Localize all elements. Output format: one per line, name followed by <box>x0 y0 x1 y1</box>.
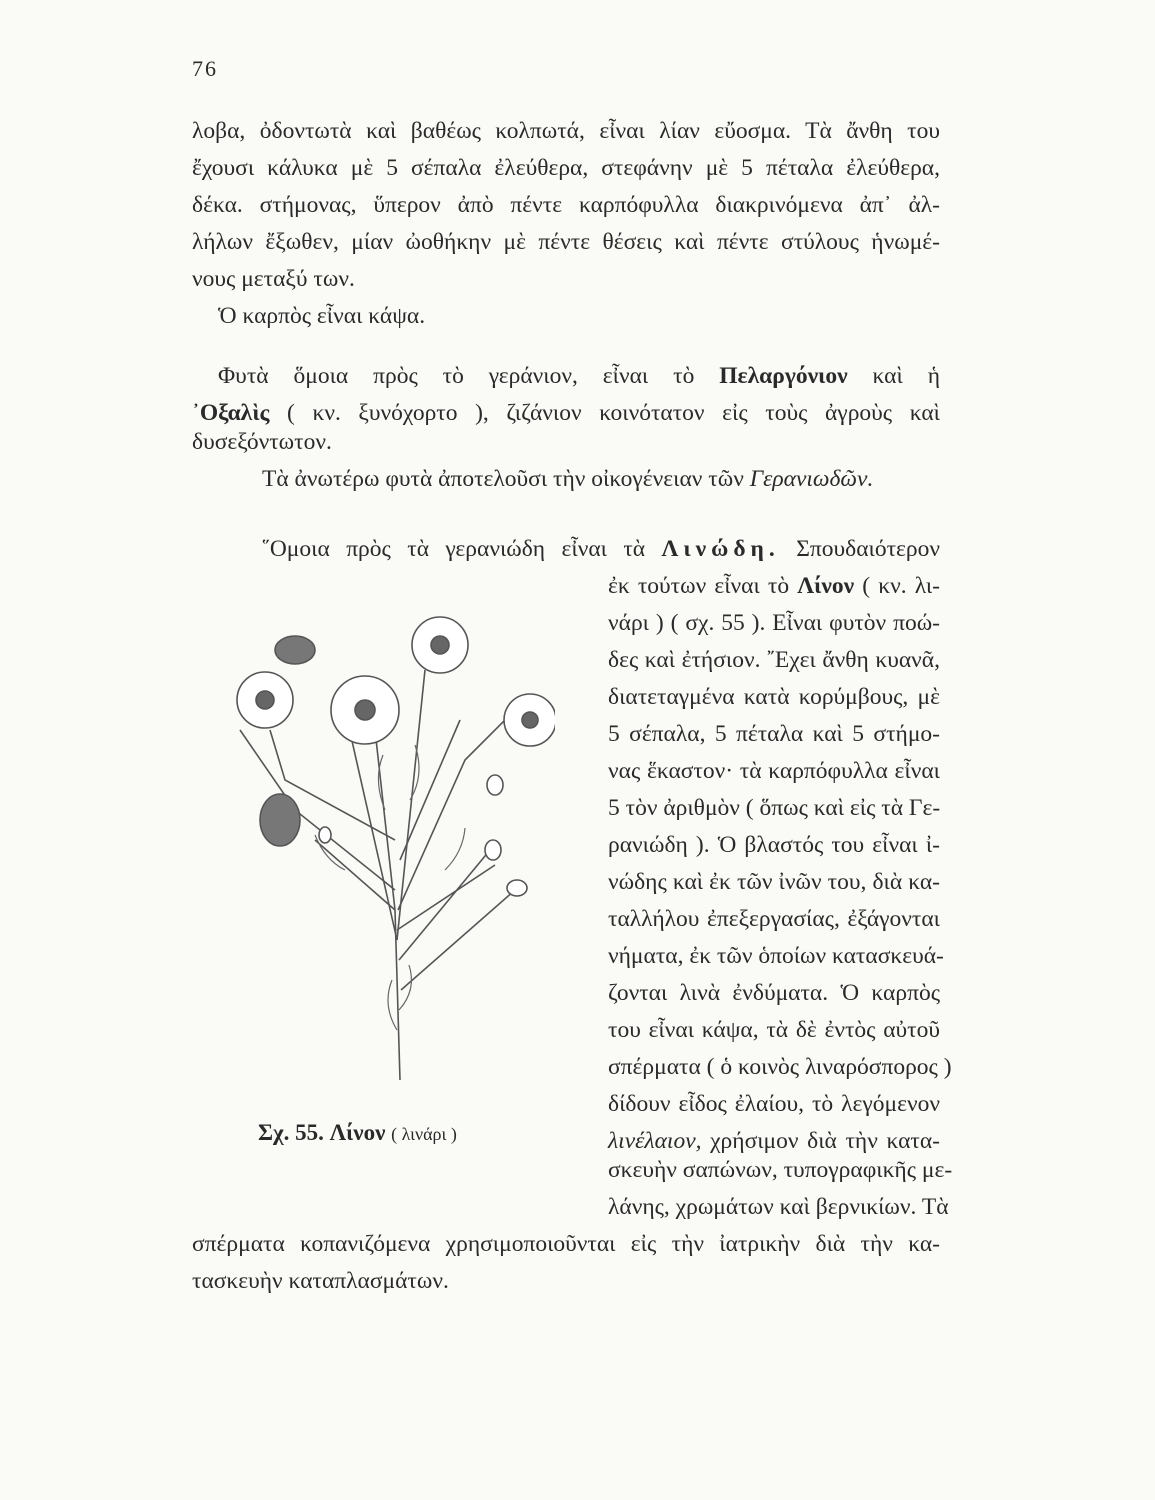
text-segment: σπέρματα ( ὁ κοινὸς λιναρόσπορος ) <box>608 1054 952 1080</box>
text-segment: 5 σέπαλα, 5 πέταλα καὶ 5 στήμο- <box>608 721 940 747</box>
text-segment: σκευὴν σαπώνων, τυπογραφικῆς με- <box>608 1157 953 1183</box>
text-line <box>192 534 940 564</box>
text-line <box>192 398 940 428</box>
text-segment: Φυτὰ ὅμοια πρὸς τὸ γεράνιον, εἶναι τὸ <box>218 363 720 389</box>
text-segment: διατεταγμένα κατὰ κορύμβους, μὲ <box>608 684 940 710</box>
text-line <box>608 941 944 971</box>
text-line <box>608 1089 940 1119</box>
text-segment: ῞Ομοια πρὸς τὰ γερανιώδη εἶναι τὰ <box>262 536 662 562</box>
text-line <box>608 867 940 897</box>
text-line <box>192 1229 940 1259</box>
text-segment: ἔχουσι κάλυκα μὲ 5 σέπαλα ἐλεύθερα, στεφάνην μὲ 5 πέταλα ἐλεύθερα, <box>192 155 940 181</box>
text-line <box>608 904 940 934</box>
text-line <box>608 1155 953 1185</box>
italic-term: λινέλαιον, <box>608 1128 702 1154</box>
text-line <box>608 1015 940 1045</box>
text-line <box>608 645 940 675</box>
text-segment: δίδουν εἶδος ἐλαίου, τὸ λεγόμενον <box>608 1091 940 1117</box>
text-segment: λάνης, χρωμάτων καὶ βερνικίων. Τὰ <box>608 1194 949 1220</box>
bold-term: Λίνον <box>797 573 855 599</box>
text-segment: ἐκ τούτων εἶναι τὸ <box>608 573 798 599</box>
text-segment: νώδης καὶ ἐκ τῶν ἰνῶν του, διὰ κα- <box>608 869 940 895</box>
text-segment: δέκα. στήμονας, ὕπερον ἀπὸ πέντε καρπόφυλλα διακρινόμενα ἀπ᾽ ἀλ- <box>192 192 940 218</box>
bold-term: ᾽Οξαλὶς <box>192 400 270 426</box>
figure-name: Λίνον <box>329 1120 386 1145</box>
text-line <box>192 264 940 294</box>
figure-label: Σχ. 55. <box>258 1120 324 1145</box>
text-line <box>192 116 940 146</box>
text-line <box>192 361 940 391</box>
text-segment: σπέρματα κοπανιζόμενα χρησιμοποιοῦνται εἰς τὴν ἰατρικὴν διὰ τὴν κα- <box>192 1231 940 1257</box>
text-segment: δες καὶ ἐτήσιον. ῎Εχει ἄνθη κυανᾶ, <box>608 647 940 673</box>
text-segment: νας ἕκαστον· τὰ καρπόφυλλα εἶναι <box>608 758 940 784</box>
text-line <box>192 301 940 331</box>
text-segment: Σπουδαιότερον <box>779 536 940 562</box>
text-segment: καὶ ἡ <box>847 363 940 389</box>
text-segment: δυσεξόντωτον. <box>192 429 332 455</box>
text-segment: λήλων ἔξωθεν, μίαν ὠοθήκην μὲ πέντε θέσεις καὶ πέντε στύλους ἡνωμέ- <box>192 229 940 255</box>
italic-term: Γερανιωδῶν. <box>749 466 874 492</box>
text-segment: τασκευὴν καταπλασμάτων. <box>192 1268 449 1294</box>
text-line <box>608 719 940 749</box>
text-segment: χρήσιμον διὰ τὴν κατα- <box>701 1128 940 1154</box>
text-line <box>608 1126 940 1156</box>
text-line <box>608 830 940 860</box>
text-line <box>608 608 940 638</box>
text-segment: ( κν. ξυνόχορτο ), ζιζάνιον κοινότατον εἰς τοὺς ἀγροὺς καὶ <box>269 400 940 426</box>
figure-caption <box>258 1120 457 1146</box>
text-segment: νήματα, ἐκ τῶν ὁποίων κατασκευά- <box>608 943 944 969</box>
text-line <box>608 978 940 1008</box>
text-segment: λοβα, ὀδοντωτὰ καὶ βαθέως κολπωτά, εἶναι λίαν εὔοσμα. Τὰ ἄνθη του <box>192 118 940 144</box>
bold-term: Πελαργόνιον <box>719 363 848 389</box>
text-segment: Τὰ ἀνωτέρω φυτὰ ἀποτελοῦσι τὴν οἰκογένειαν τῶν <box>262 466 750 492</box>
figure-common-name: ( λινάρι ) <box>391 1124 457 1144</box>
text-line <box>608 682 940 712</box>
flax-plant-illustration <box>225 610 555 1090</box>
text-line <box>192 227 940 257</box>
text-segment: ρανιώδη ). Ὁ βλαστός του εἶναι ἰ- <box>608 832 940 858</box>
text-segment: ( κν. λι- <box>854 573 940 599</box>
text-line <box>192 190 940 220</box>
text-line <box>192 464 940 494</box>
text-line <box>608 793 940 823</box>
text-line <box>608 571 940 601</box>
text-line <box>192 153 940 183</box>
text-segment: νους μεταξύ των. <box>192 266 355 292</box>
text-segment: 5 τὸν ἀριθμὸν ( ὅπως καὶ εἰς τὰ Γε- <box>608 795 941 821</box>
text-line <box>608 1052 952 1082</box>
text-line <box>608 1192 949 1222</box>
text-segment: ζονται λινὰ ἐνδύματα. Ὁ καρπὸς <box>608 980 940 1006</box>
text-segment: νάρι ) ( σχ. 55 ). Εἶναι φυτὸν ποώ- <box>608 610 940 636</box>
text-segment: Ὁ καρπὸς εἶναι κάψα. <box>218 303 426 329</box>
text-segment: του εἶναι κάψα, τὰ δὲ ἐντὸς αὐτοῦ <box>608 1017 940 1043</box>
text-line <box>192 427 940 457</box>
text-line <box>192 1266 940 1296</box>
text-line <box>608 756 940 786</box>
text-segment: ταλλήλου ἐπεξεργασίας, ἐξάγονται <box>608 906 940 932</box>
page-number: 76 <box>192 56 218 81</box>
bold-term: Λινώδη. <box>661 536 780 562</box>
